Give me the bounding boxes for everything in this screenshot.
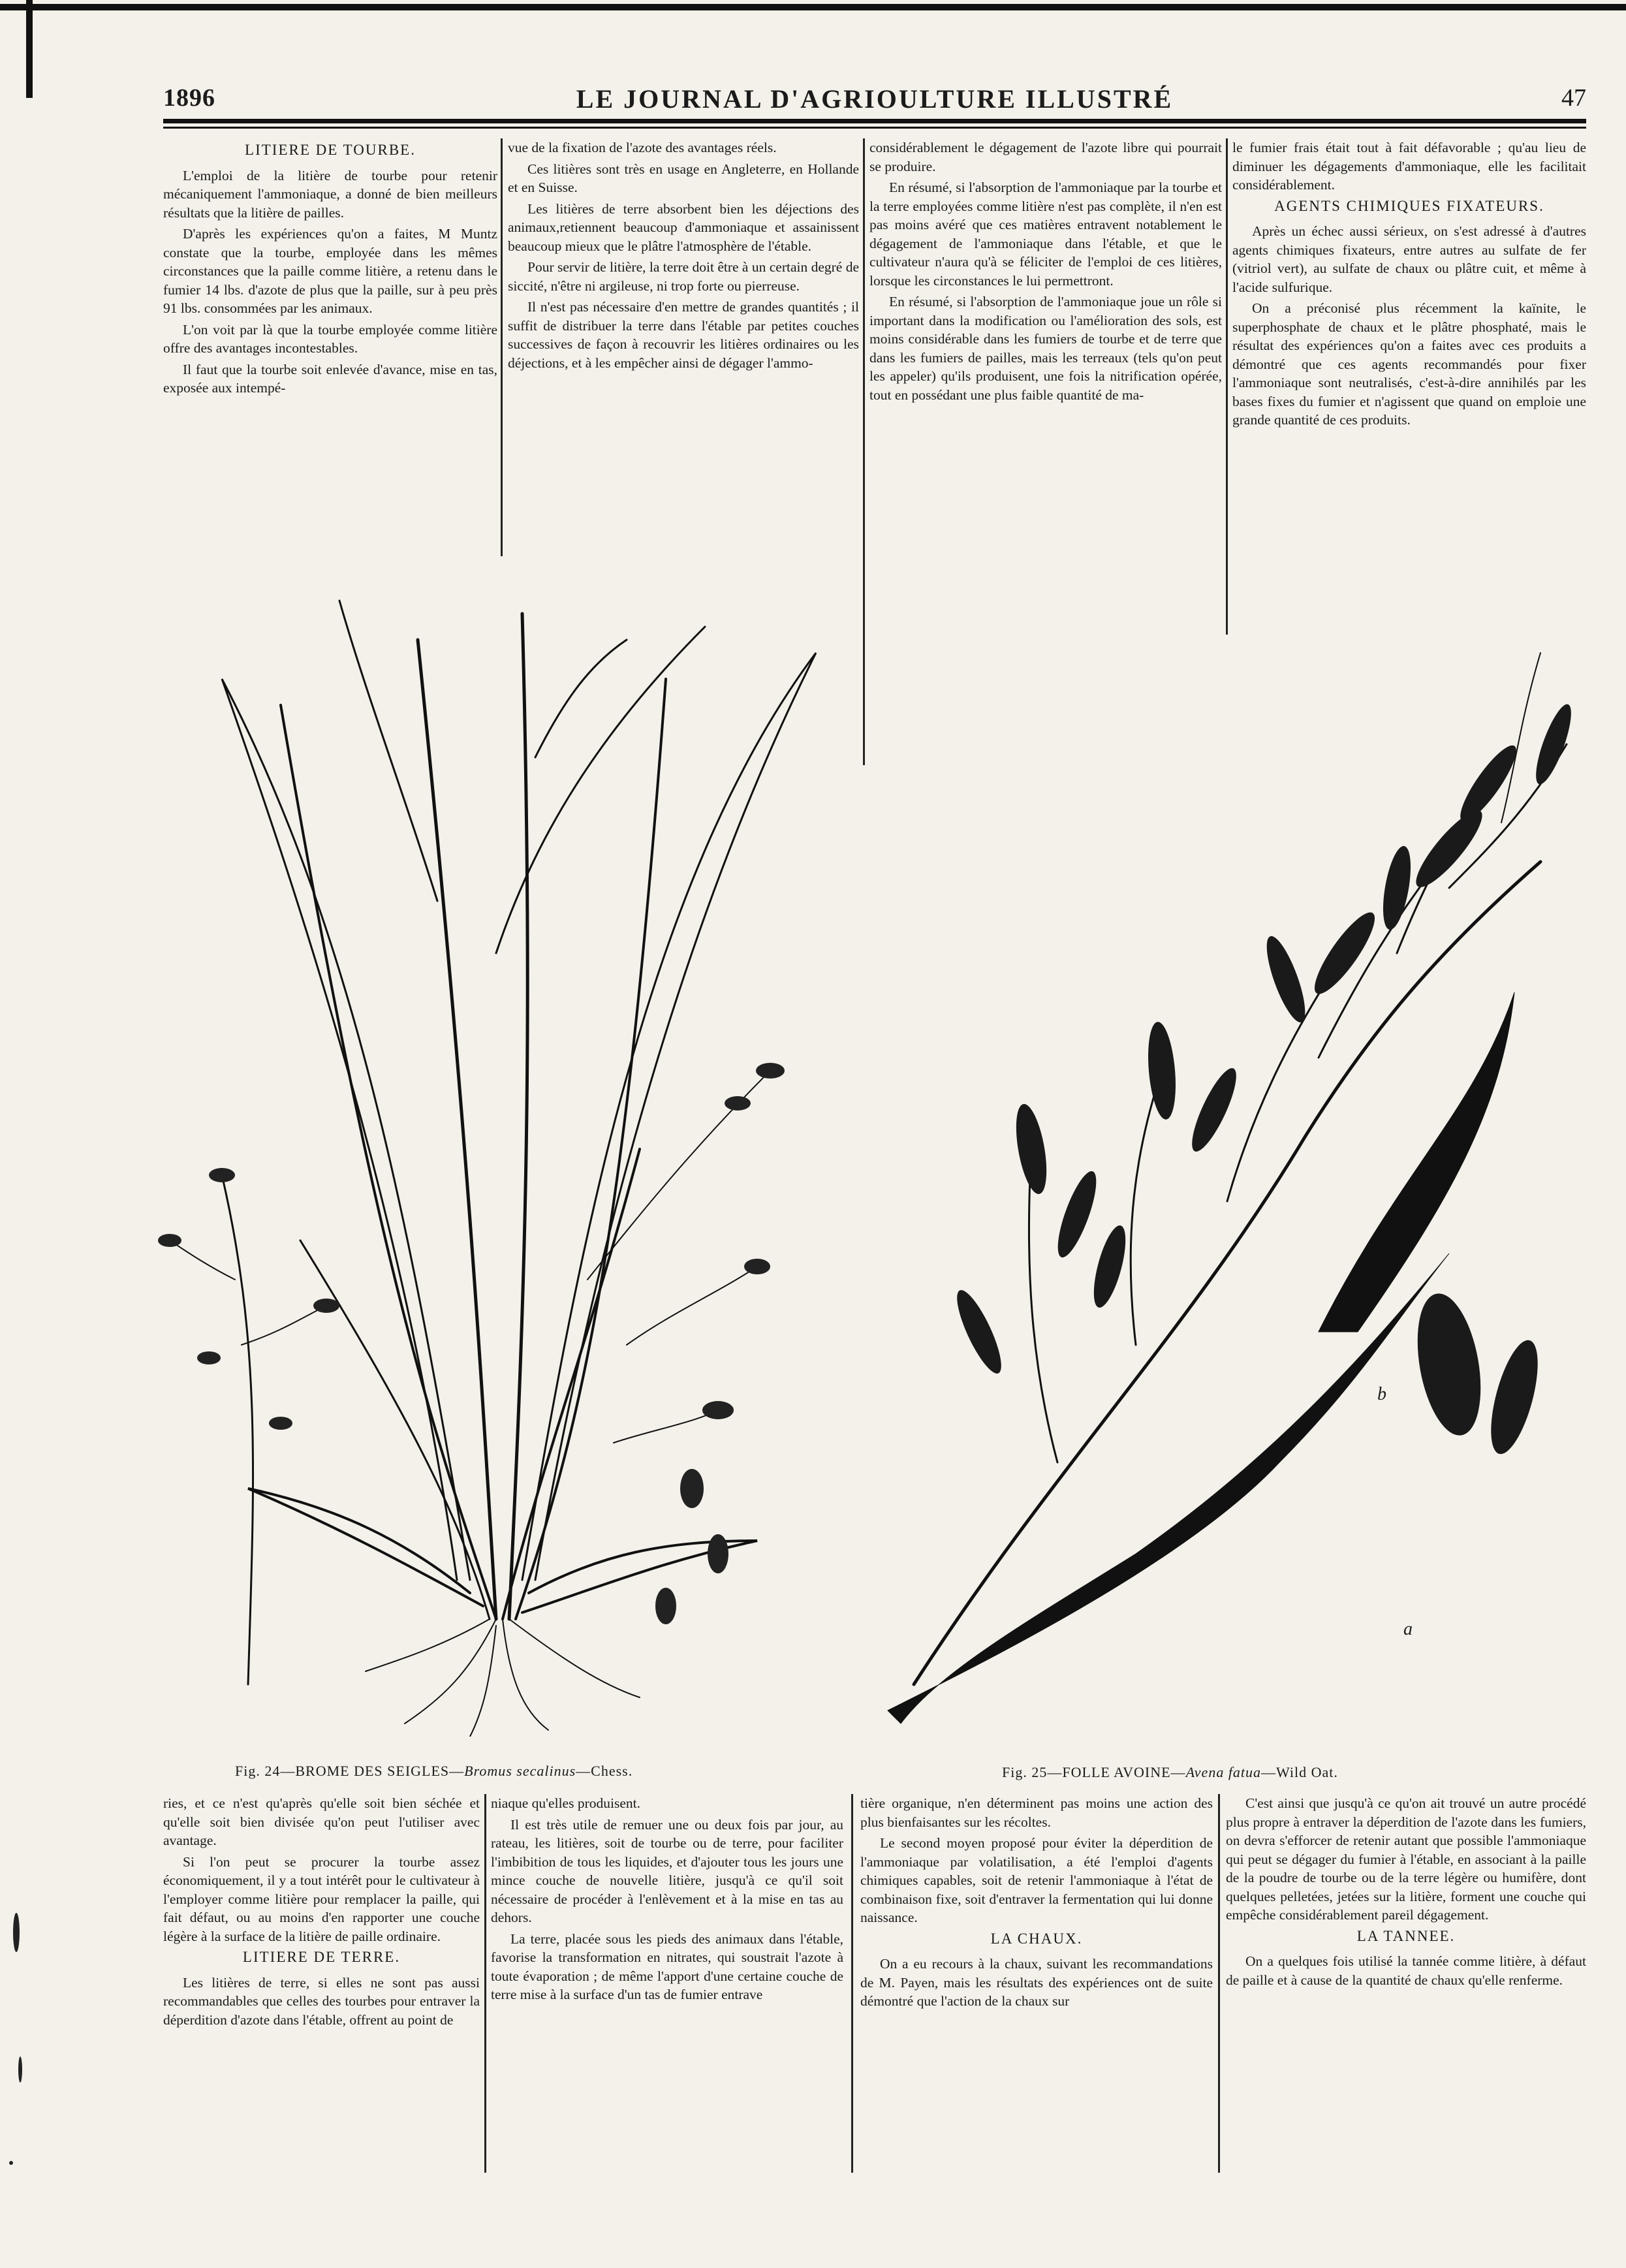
paragraph: ries, et ce n'est qu'après qu'elle soit bien séchée et qu'elle soit bien divisée qu'on peut l'utiliser avec avantage. — [163, 1795, 480, 1848]
section-heading-litiere-terre: LITIERE DE TERRE. — [242, 1949, 401, 1965]
paragraph: L'on voit par là que la tourbe employée comme litière offre des avantages incontestables. — [163, 321, 497, 356]
paragraph: Les litières de terre absorbent bien les déjections des animaux,retiennent beaucoup d'ammoniaque et assainissent beaucoup mieux que le plâtre l'atmosphère de l'étable. — [508, 200, 859, 254]
paragraph: tière organique, n'en déterminent pas moins une action des plus bienfaisantes sur les récoltes. — [860, 1795, 1213, 1830]
section-heading-agents-chimiques: AGENTS CHIMIQUES FIXATEURS. — [1274, 197, 1544, 214]
paragraph: On a eu recours à la chaux, suivant les recommandations de M. Payen, mais les résultats des expériences ont de suite démontré que l'action de la chaux sur — [860, 1956, 1213, 2009]
figure-25-label-a: a — [1403, 1619, 1413, 1639]
paragraph: niaque qu'elles produisent. — [491, 1795, 640, 1811]
paragraph: considérablement le dégagement de l'azote libre qui pourrait se produire. — [869, 140, 1222, 174]
top-column-4 — [1232, 138, 1586, 432]
journal-title: LE JOURNAL D'AGRIOULTURE ILLUSTRÉ — [576, 84, 1174, 114]
paragraph: Il n'est pas nécessaire d'en mettre de grandes quantités ; il suffit de distribuer la terre dans l'étable par petites couches successives de façon à recouvrir les litières ordinaires ou les déjections, et à les empêcher ainsi de dégager l'ammo- — [508, 299, 859, 371]
figure-25-label-b: b — [1377, 1384, 1386, 1404]
paragraph: Il faut que la tourbe soit enlevée d'avance, mise en tas, exposée aux intempé- — [163, 361, 497, 396]
column-rule — [1218, 1794, 1220, 2173]
bottom-column-1 — [163, 1794, 480, 2032]
paragraph: On a préconisé plus récemment la kaïnite, le superphosphate de chaux et le plâtre phosphaté, mais le résultat des expériences qu'on a faites avec ces produits a démontré que ces agents recommandés pour fixer l'ammoniaque sont neutralisés, c'est-à-dire annihilés par les bases fixes du fumier et n'agissent que quand on emploie une grande quantité de ces produits. — [1232, 300, 1586, 428]
scan-speck — [9, 2161, 13, 2165]
page-number: 47 — [1561, 84, 1586, 112]
header-year: 1896 — [163, 84, 215, 112]
bottom-column-4 — [1226, 1794, 1586, 1992]
section-heading-la-chaux: LA CHAUX. — [990, 1930, 1083, 1947]
top-column-3 — [869, 138, 1222, 407]
caption-common-name: —Chess. — [576, 1763, 633, 1779]
scan-speck — [13, 1913, 20, 1952]
paragraph: vue de la fixation de l'azote des avantages réels. — [508, 140, 777, 155]
paragraph: L'emploi de la litière de tourbe pour retenir mécaniquement l'ammoniaque, a donné de bien meilleurs résultats que la litière de pailles. — [163, 167, 497, 221]
binding-mark — [26, 0, 33, 98]
header-rule — [163, 119, 1586, 123]
bottom-column-2 — [491, 1794, 843, 2007]
top-border-rule — [0, 4, 1626, 10]
paragraph: En résumé, si l'absorption de l'ammoniaque joue un rôle si important dans la modification ou l'amélioration des sols, est moins considérable dans les fumiers de tourbe et de terre que dans les fumiers de pailles, mais les terreaux (tels qu'on peut les appeler) qu'ils produisent, une fois la nitrification opérée, tout en possédant une plus faible quantité de ma- — [869, 294, 1222, 403]
top-column-1 — [163, 138, 497, 400]
brome-des-seigles-illustration — [131, 561, 855, 1737]
paragraph: Pour servir de litière, la terre doit être à un certain degré de siccité, n'être ni argileuse, ni trop forte ou pierreuse. — [508, 259, 860, 294]
column-rule — [501, 138, 503, 556]
caption-label: Fig. 25—FOLLE AVOINE— — [1002, 1764, 1186, 1780]
paragraph: Si l'on peut se procurer la tourbe assez économiquement, il y a tout intérêt pour le cultivateur à l'employer comme litière pour remplacer la paille, qui fait défaut, ou au moins d'en rapporter une couche légère à la surface de la litière de paille ordinaire. — [163, 1853, 480, 1944]
caption-label: Fig. 24—BROME DES SEIGLES— — [235, 1763, 465, 1779]
paragraph: le fumier frais était tout à fait défavorable ; qu'au lieu de diminuer les dégagements d'ammoniaque, elle les facilitait considérablement. — [1232, 140, 1586, 193]
paragraph: En résumé, si l'absorption de l'ammoniaque par la tourbe et la terre employées comme litière n'est pas complète, il n'en est pas moins avéré que ces matières entravent notablement le dégagement de l'ammoniaque dans l'étable, et que le cultivateur n'aura qu'à se féliciter de l'emploi de ces litières, lorsque les circonstances le lui permettront. — [869, 180, 1222, 289]
header-rule-thin — [163, 127, 1586, 129]
paragraph: D'après les expériences qu'on a faites, M Muntz constate que la tourbe, employée dans les mêmes circonstances que la paille comme litière, a retenu dans le fumier 14 lbs. d'azote de plus que la paille, sur à peu près 91 lbs. consommées par les animaux. — [163, 226, 497, 316]
folle-avoine-illustration — [862, 614, 1586, 1737]
column-rule — [851, 1794, 853, 2173]
top-column-2 — [508, 138, 859, 375]
page-header — [163, 84, 1586, 123]
paragraph: On a quelques fois utilisé la tannée comme litière, à défaut de paille et à cause de la quantité de chaux qu'elle renferme. — [1226, 1953, 1586, 1988]
caption-latin-name: Avena fatua — [1185, 1764, 1262, 1780]
scan-speck — [18, 2056, 22, 2083]
paragraph: Il est très utile de remuer une ou deux fois par jour, au rateau, les litières, soit de tourbe ou de terre, pour faciliter l'imbibition de tous les liquides, et d'ajouter tous les jours une mince couche de nouvelle litière, jusqu'à ce qu'il soit nécessaire de procéder à l'enlèvement et à la mise en tas au dehors. — [491, 1816, 843, 1925]
section-heading-litiere-tourbe: LITIERE DE TOURBE. — [245, 142, 416, 158]
paragraph: Ces litières sont très en usage en Angleterre, en Hollande et en Suisse. — [508, 161, 859, 195]
caption-latin-name: Bromus secalinus — [464, 1763, 576, 1779]
paragraph: Après un échec aussi sérieux, on s'est adressé à d'autres agents chimiques fixateurs, entre autres au sulfate de fer (vitriol vert), au sulfate de chaux ou plâtre cuit, et même à l'acide sulfurique. — [1232, 223, 1586, 295]
caption-common-name: —Wild Oat. — [1261, 1764, 1338, 1780]
column-rule — [1226, 138, 1228, 635]
bottom-column-3 — [860, 1794, 1213, 2013]
section-heading-la-tannee: LA TANNEE. — [1356, 1927, 1456, 1944]
paragraph: Le second moyen proposé pour éviter la déperdition de l'ammoniaque par volatilisation, a été l'emploi d'agents chimiques capables, soit de retenir l'ammoniaque à l'état de combinaison fixe, soit d'entraver la fermentation qui lui donne naissance. — [860, 1835, 1213, 1925]
paragraph: C'est ainsi que jusqu'à ce qu'on ait trouvé un autre procédé plus propre à entraver la déperdition de l'azote dans les fumiers, on devra s'efforcer de retenir autant que possible l'ammoniaque qui peut se dégager du fumier à l'étable, en associant à la paille de la poudre de tourbe ou de la terre légère ou humifère, dont quelques pelletées, jetées sur la litière, forment une couche qui empêche considérablement pareil dégagement. — [1226, 1795, 1586, 1923]
paragraph: La terre, placée sous les pieds des animaux dans l'étable, favorise la transformation en nitrates, qui soustrait l'azote à toute évaporation ; de même l'apport d'une certaine couche de terre mise à la surface d'un tas de fumier entrave — [491, 1930, 843, 2002]
column-rule — [484, 1794, 486, 2173]
figure-24-caption — [235, 1763, 633, 1780]
paragraph: Les litières de terre, si elles ne sont pas aussi recommandables que celles des tourbes pour entraver la déperdition d'azote dans l'étable, offrent au point de — [163, 1974, 480, 2028]
figure-25-caption — [1002, 1764, 1338, 1781]
